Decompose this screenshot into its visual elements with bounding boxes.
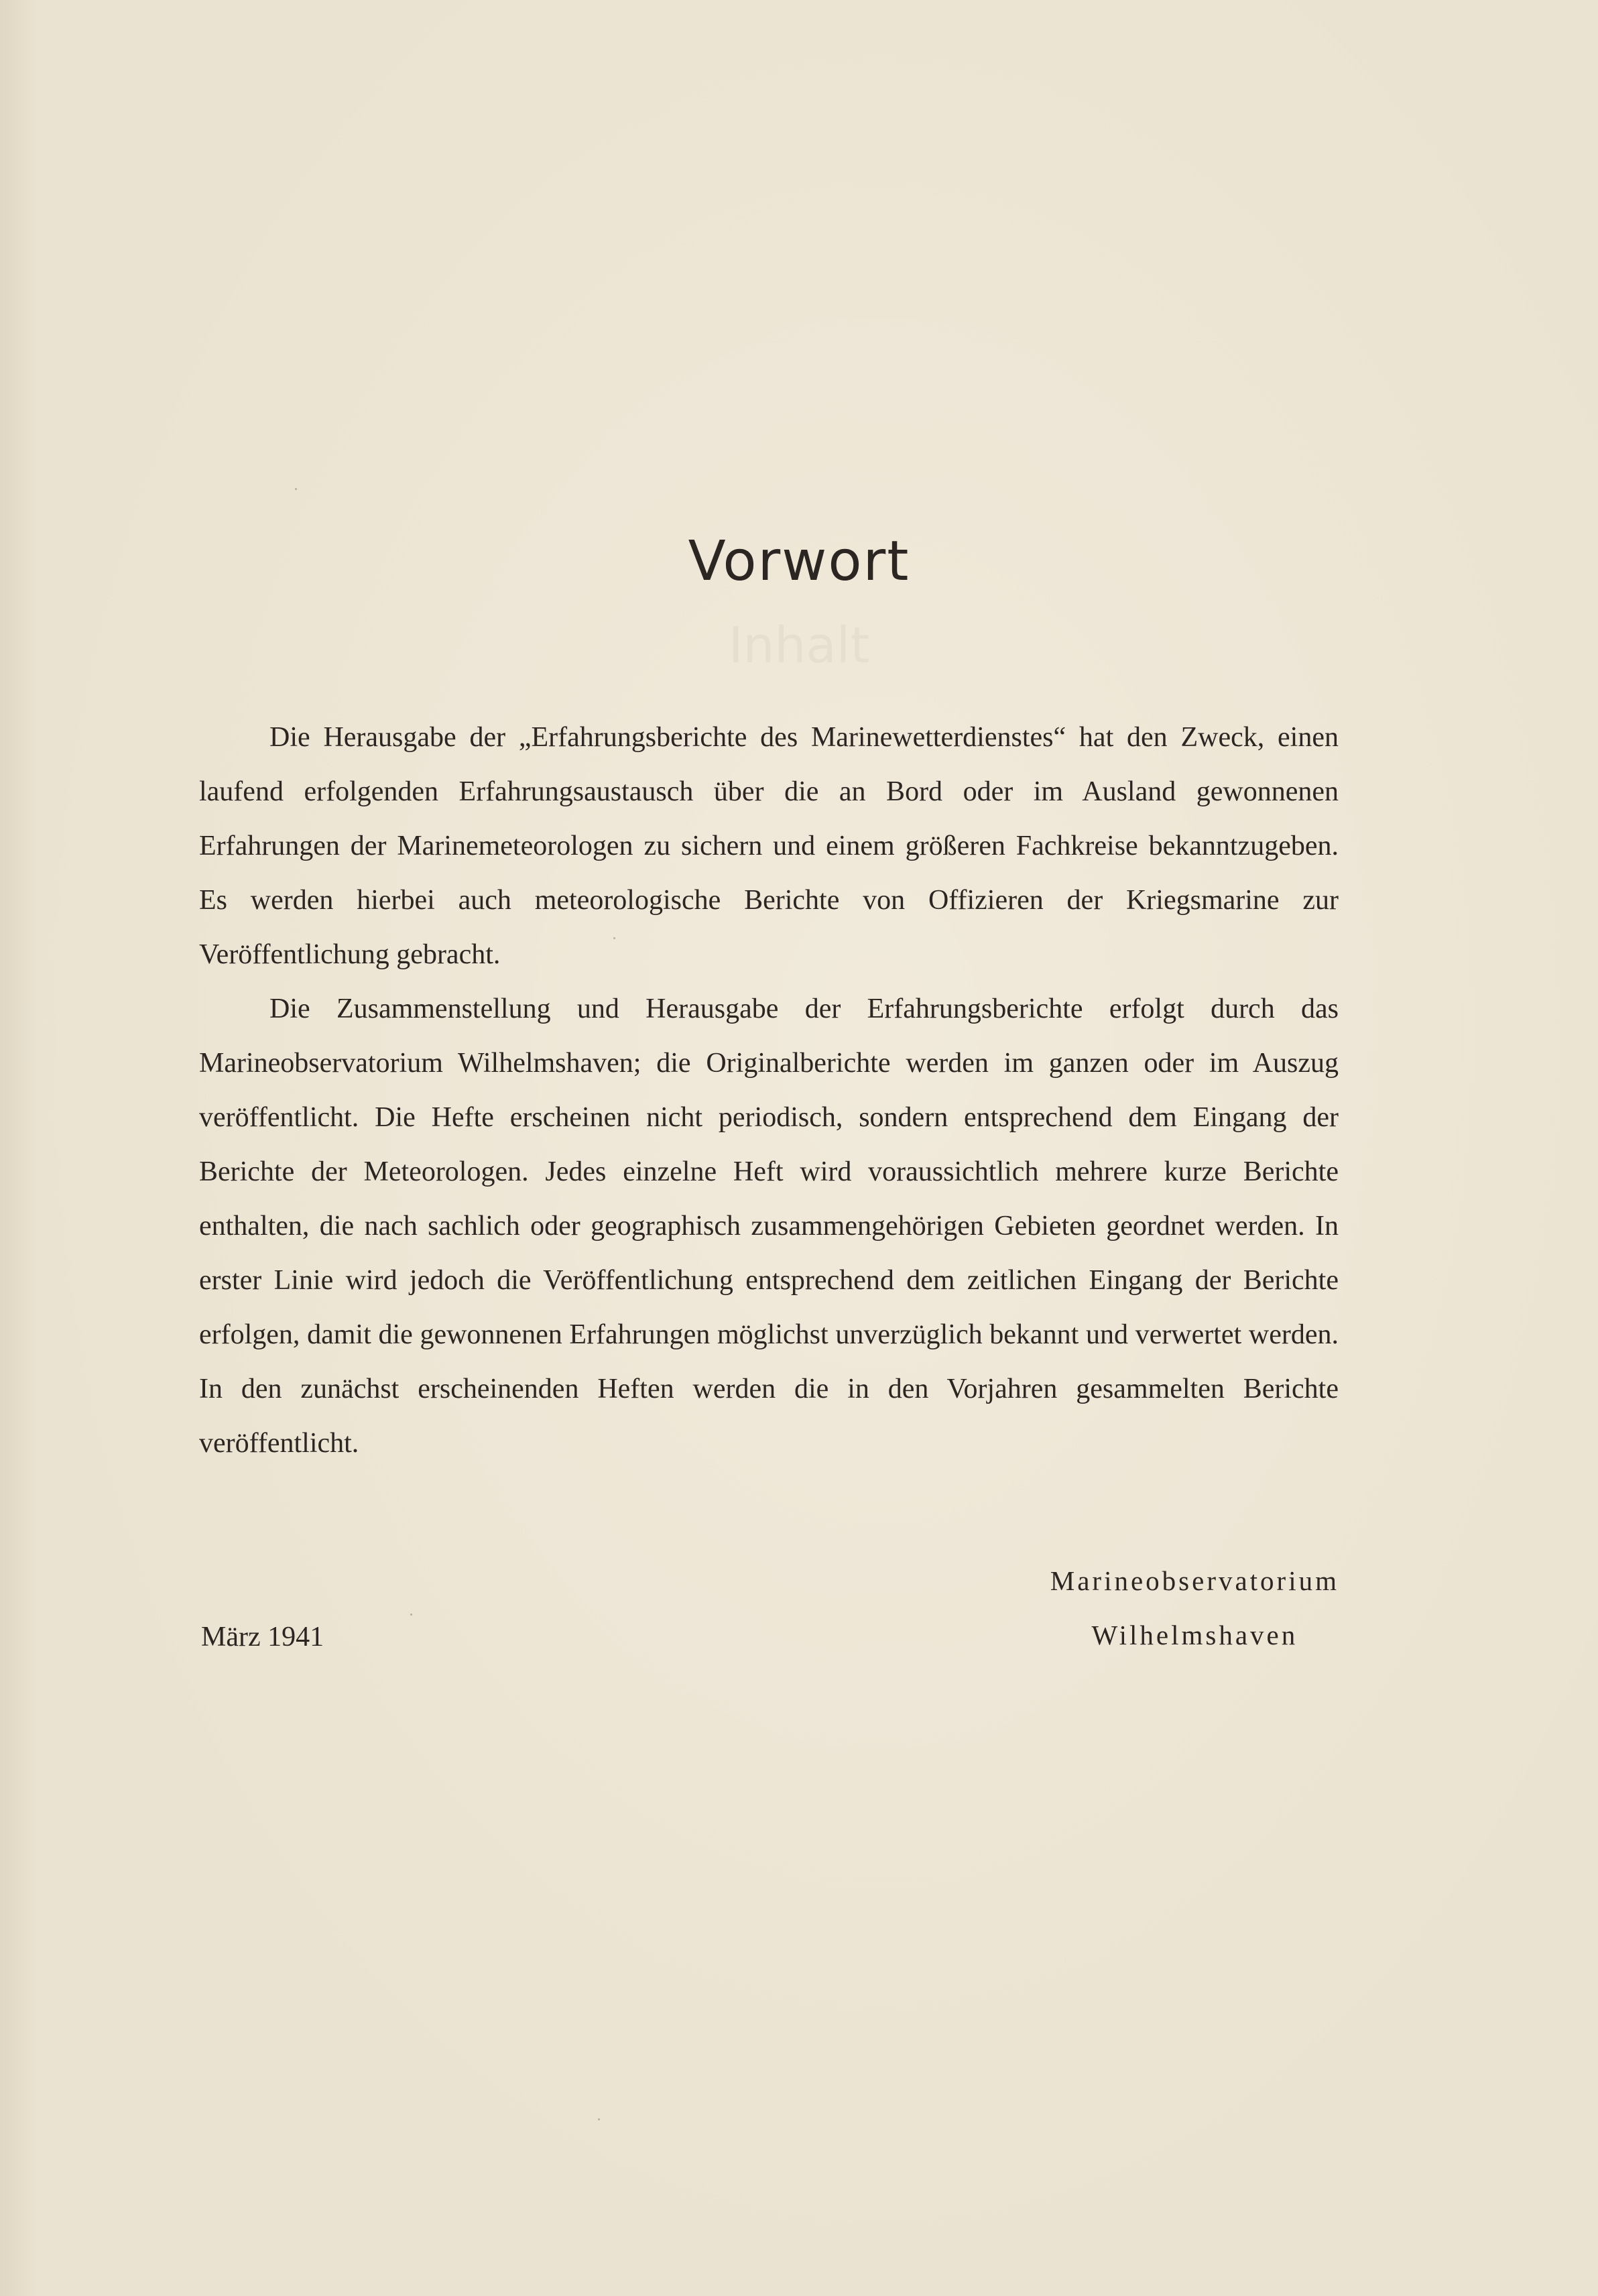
paper-speck — [410, 1614, 412, 1616]
paper-speck — [295, 488, 297, 490]
paper-speck — [598, 2118, 600, 2120]
paper-speck — [613, 937, 615, 939]
paragraph-1: Die Herausgabe der „Erfahrungsberichte des Marinewetterdienstes“ hat den Zweck, einen laufend erfolgenden Erfahrungsaustausch über die an Bord oder im Ausland gewonnenen Erfahrungen der Marinemeteorologen zu sichern und einem größeren Fachkreise bekanntzugeben. Es werden hierbei auch meteorologische Berichte von Offizieren der Kriegsmarine zur Veröffentlichung gebracht. — [199, 722, 1339, 970]
signature-line-1: Marineobservatorium — [1050, 1565, 1339, 1596]
date: März 1941 — [201, 1622, 324, 1652]
body-text — [199, 711, 1339, 1471]
page-title: Vorwort — [688, 530, 910, 593]
paragraph-2: Die Zusammenstellung und Herausgabe der Erfahrungsberichte erfolgt durch das Marineobservatorium Wilhelmshaven; die Originalberichte werden im ganzen oder im Auszug veröffentlicht. Die Hefte erscheinen nicht periodisch, sondern entsprechend dem Eingang der Berichte der Meteorologen. Jedes einzelne Heft wird voraussichtlich mehrere kurze Berichte enthalten, die nach sachlich oder geographisch zusammengehörigen Gebieten geordnet werden. In erster Linie wird jedoch die Veröffentlichung entsprechend dem zeitlichen Eingang der Berichte erfolgen, damit die gewonnenen Erfahrungen möglichst unverzüglich bekannt und verwertet werden. In den zunächst erscheinenden Heften werden die in den Vorjahren gesammelten Berichte veröffentlicht. — [199, 993, 1339, 1459]
signature-line-2: Wilhelmshaven — [1091, 1620, 1298, 1650]
show-through-text: Inhalt — [728, 617, 870, 674]
signature-block — [1050, 1554, 1339, 1663]
